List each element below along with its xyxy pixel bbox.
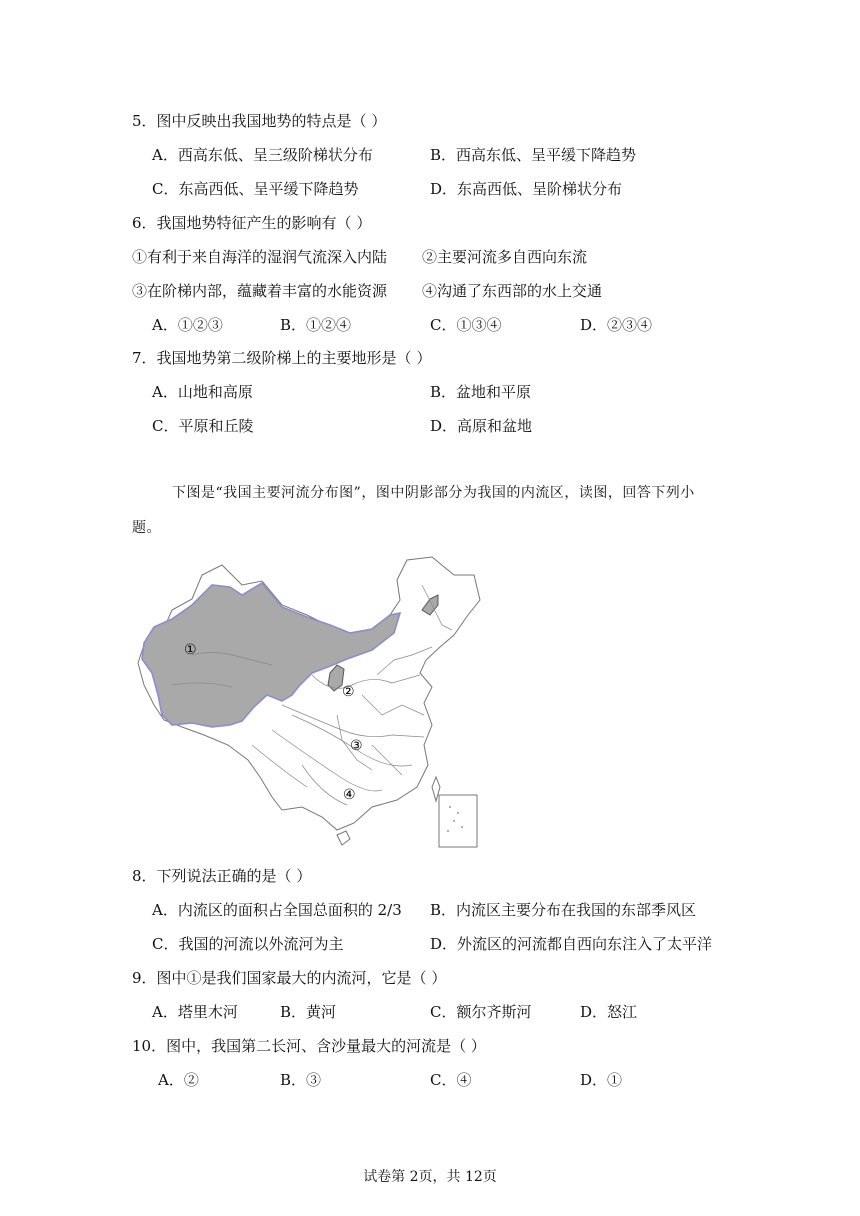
q8-option-d: D．外流区的河流都自西向东注入了太平洋: [430, 935, 713, 953]
q8-option-c: C．我国的河流以外流河为主: [152, 935, 344, 953]
q8-option-b: B．内流区主要分布在我国的东部季风区: [430, 901, 697, 919]
q10-option-d: D．①: [580, 1071, 623, 1089]
q5-option-a: A．西高东低、呈三级阶梯状分布: [152, 146, 373, 164]
q9-option-b: B．黄河: [280, 1003, 337, 1021]
intro-line-2: 题。: [132, 520, 161, 536]
q7-option-b: B．盆地和平原: [430, 383, 532, 401]
map-label-4: ④: [343, 787, 356, 803]
page-footer: 试卷第 2页，共 12页: [363, 1169, 497, 1185]
q6-stem: 6．我国地势特征产生的影响有（ ）: [132, 214, 372, 232]
q9-option-a: A．塔里木河: [152, 1003, 238, 1021]
q7-option-c: C．平原和丘陵: [152, 417, 254, 435]
q6-option-a: A．①②③: [152, 316, 223, 334]
hainan-island: [337, 831, 350, 845]
q9-option-d: D．怒江: [580, 1003, 638, 1021]
q5-option-c: C．东高西低、呈平缓下降趋势: [152, 180, 359, 198]
china-rivers-map: [132, 555, 484, 850]
q5-option-b: B．西高东低、呈平缓下降趋势: [430, 146, 637, 164]
q6-item-4: ④沟通了东西部的水上交通: [422, 282, 603, 300]
q10-option-b: B．③: [280, 1071, 322, 1089]
map-label-1: ①: [184, 642, 197, 658]
south-sea-inset: [439, 795, 477, 847]
q10-option-c: C．④: [430, 1071, 472, 1089]
q10-option-a: A．②: [158, 1071, 199, 1089]
q6-option-d: D．②③④: [580, 316, 653, 334]
q5-option-d: D．东高西低、呈阶梯状分布: [430, 180, 623, 198]
q8-option-a: A．内流区的面积占全国总面积的 2/3: [152, 901, 402, 919]
q6-item-1: ①有利于来自海洋的湿润气流深入内陆: [132, 248, 388, 266]
map-label-3: ③: [350, 738, 363, 754]
q9-stem: 9．图中①是我们国家最大的内流河，它是（ ）: [132, 969, 447, 987]
q8-stem: 8．下列说法正确的是（ ）: [132, 867, 312, 885]
map-label-2: ②: [342, 684, 355, 700]
q6-item-3: ③在阶梯内部，蕴藏着丰富的水能资源: [132, 282, 388, 300]
q10-stem: 10．图中，我国第二长河、含沙量最大的河流是（ ）: [132, 1037, 486, 1055]
q9-option-c: C．额尔齐斯河: [430, 1003, 532, 1021]
q6-option-c: C．①③④: [430, 316, 502, 334]
q6-option-b: B．①②④: [280, 316, 352, 334]
q6-item-2: ②主要河流多自西向东流: [422, 248, 588, 266]
q5-stem: 5．图中反映出我国地势的特点是（ ）: [132, 112, 387, 130]
q7-option-a: A．山地和高原: [152, 383, 253, 401]
q7-stem: 7．我国地势第二级阶梯上的主要地形是（ ）: [132, 349, 432, 367]
q7-option-d: D．高原和盆地: [430, 417, 533, 435]
intro-line-1: 下图是“我国主要河流分布图”，图中阴影部分为我国的内流区，读图，回答下列小: [172, 485, 695, 501]
